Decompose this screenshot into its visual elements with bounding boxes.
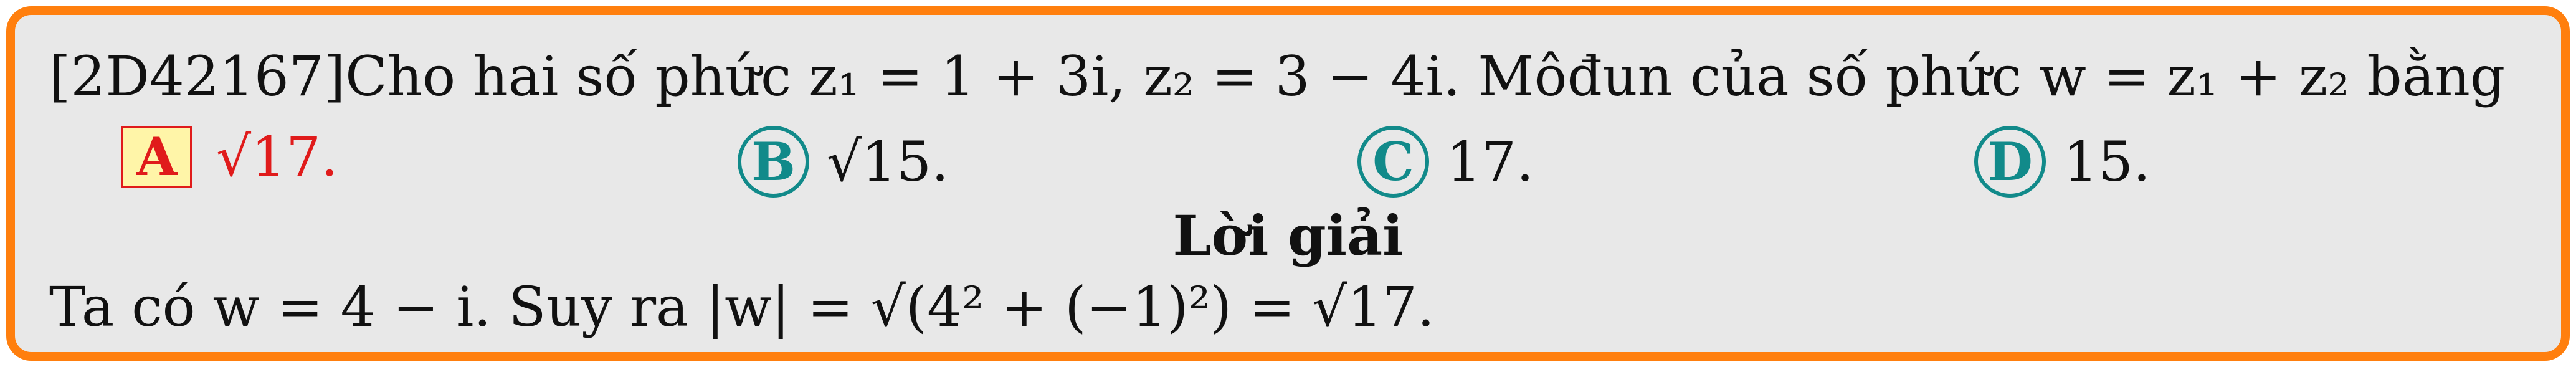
option-c-value: 17. <box>1447 129 1534 194</box>
option-b-badge: B <box>738 126 809 198</box>
option-a-value: √17. <box>216 125 339 189</box>
option-c-badge: C <box>1357 126 1429 198</box>
option-d-badge: D <box>1974 126 2046 198</box>
solution-title: Lời giải <box>1172 203 1404 268</box>
question-card <box>6 6 2570 361</box>
option-a-badge: A <box>121 126 192 188</box>
option-d-value: 15. <box>2063 129 2151 194</box>
solution-text: Ta có w = 4 − i. Suy ra |w| = √(4² + (−1)²) = √17. <box>49 275 1435 339</box>
option-c[interactable] <box>1357 126 1534 198</box>
option-b[interactable] <box>738 126 949 198</box>
option-a[interactable] <box>121 126 338 188</box>
problem-id: [2D42167] <box>49 44 346 108</box>
option-d[interactable] <box>1974 126 2151 198</box>
option-b-value: √15. <box>827 129 949 194</box>
problem-statement: Cho hai số phức z₁ = 1 + 3i, z₂ = 3 − 4i. Môđun của số phức w = z₁ + z₂ bằng <box>345 44 2506 108</box>
question-statement <box>49 44 2506 108</box>
